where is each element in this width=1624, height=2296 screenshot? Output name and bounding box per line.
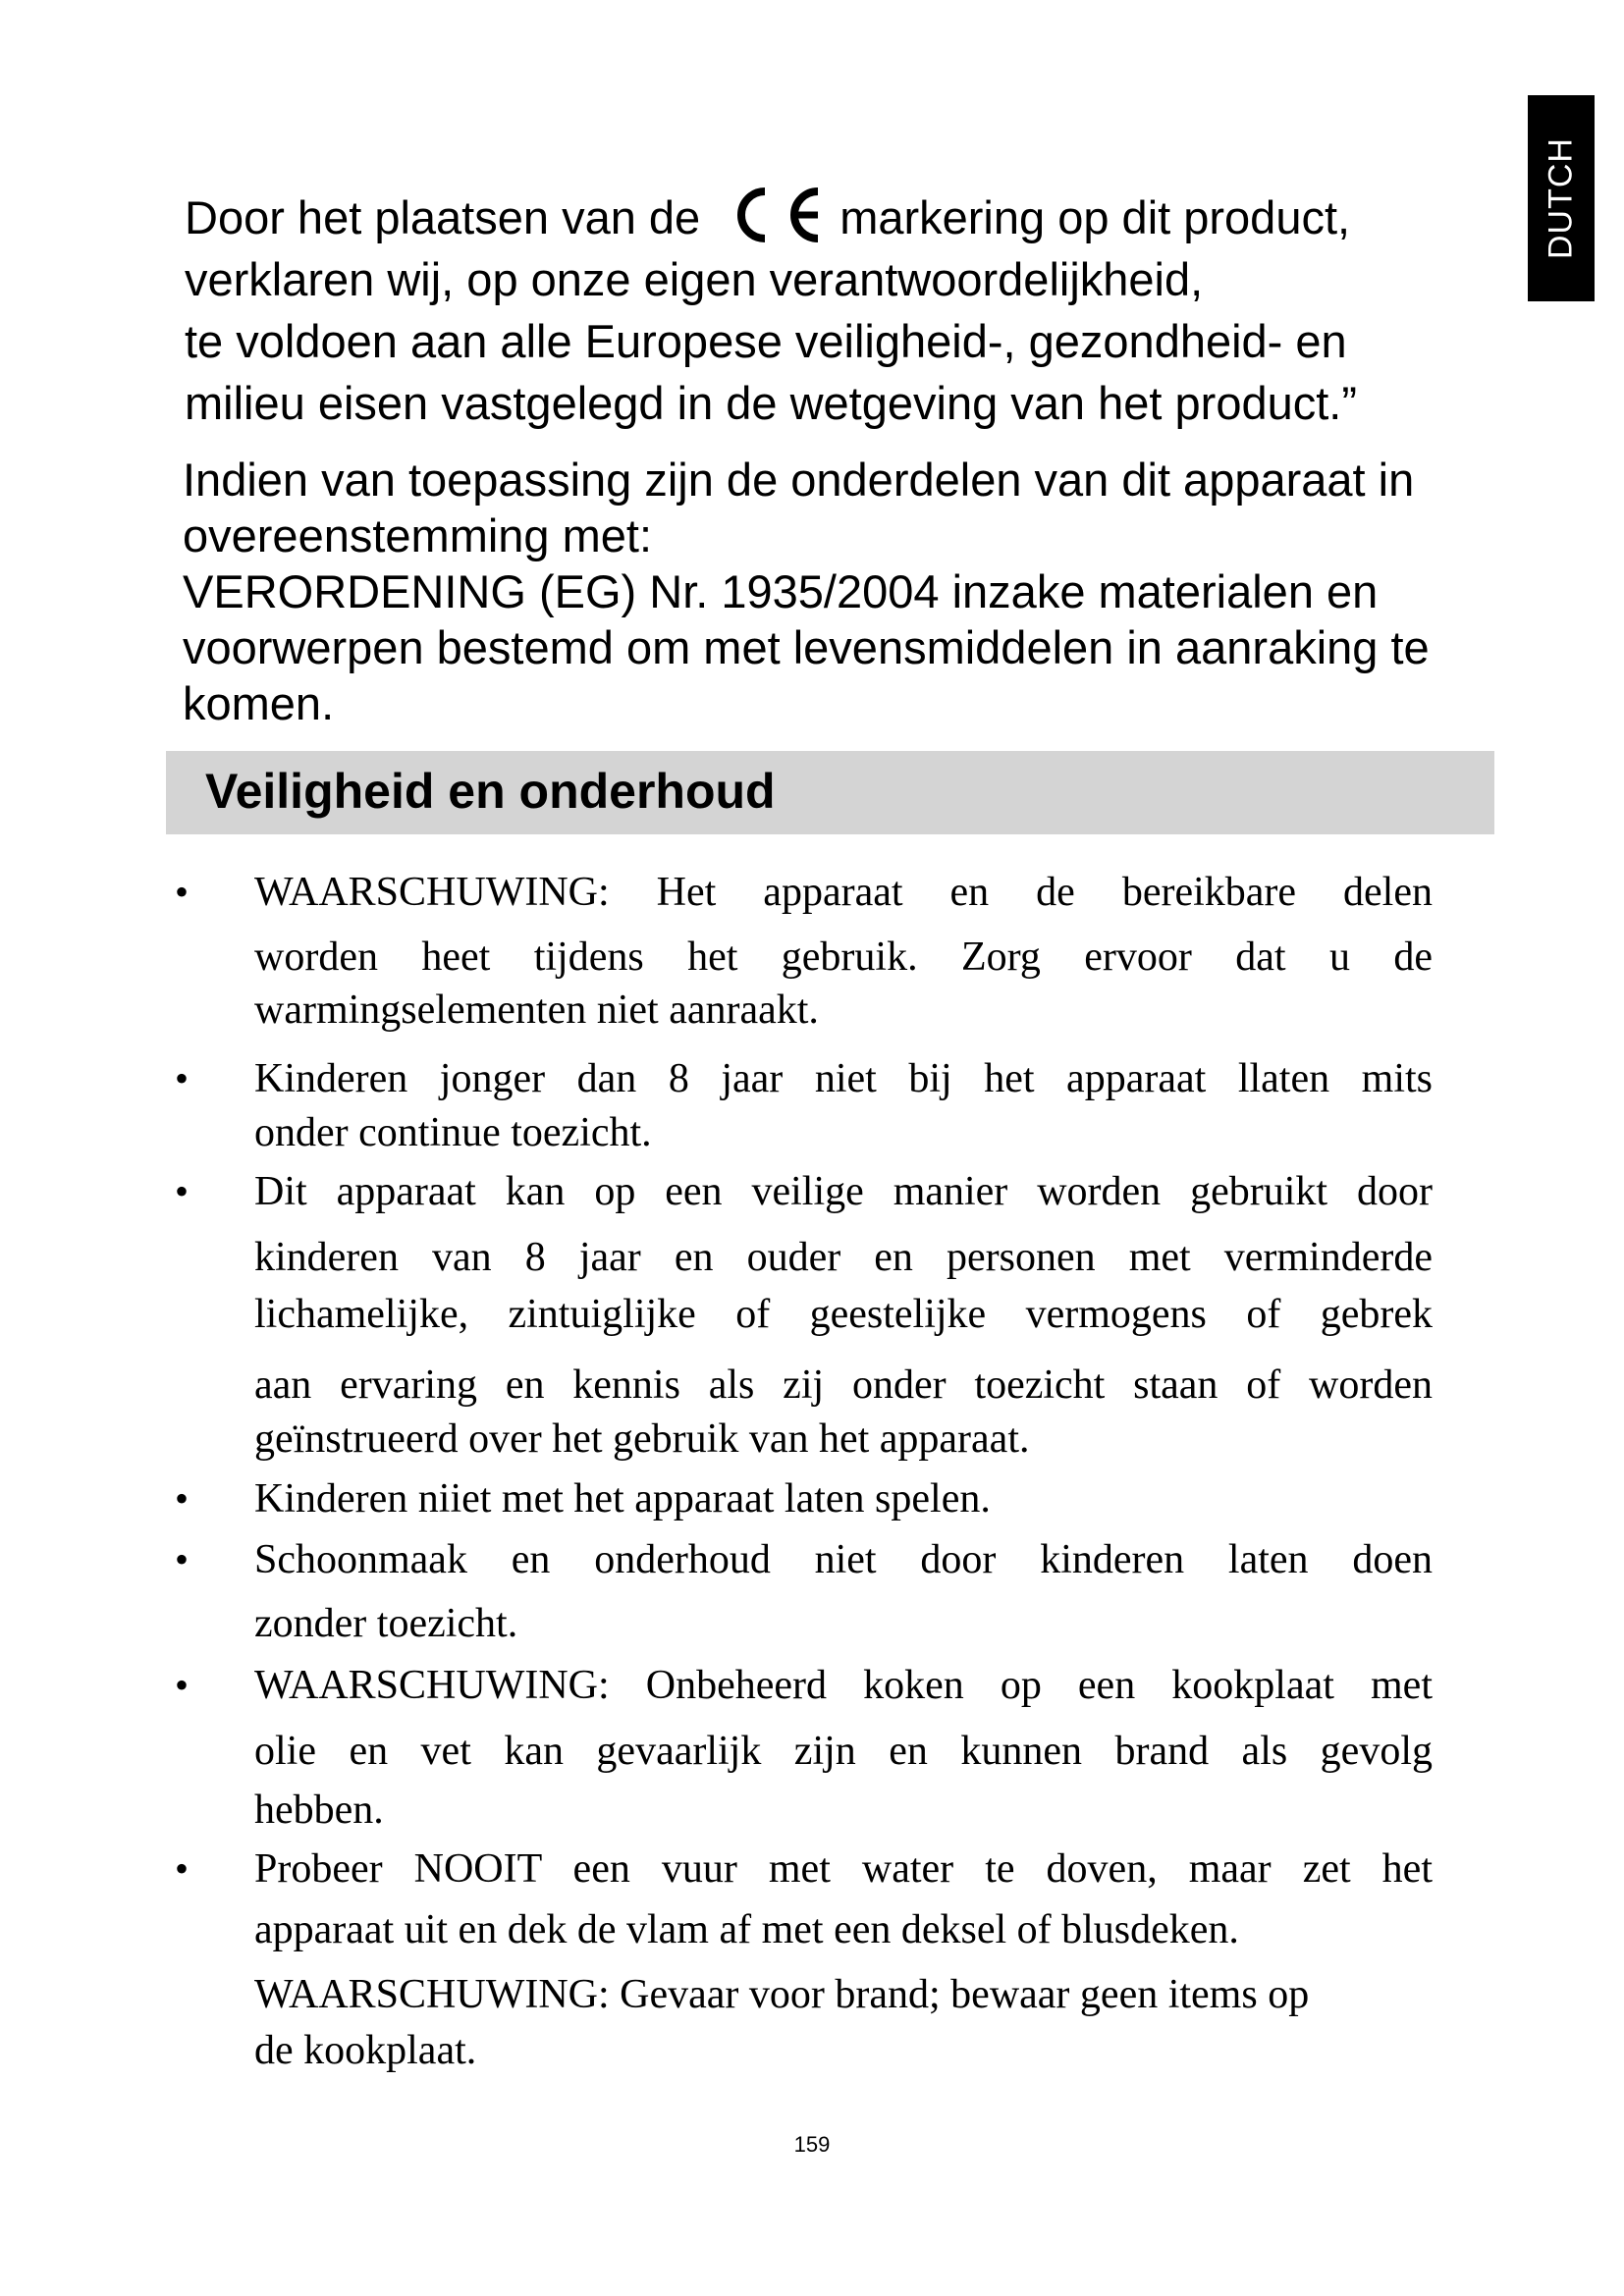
bullet-icon: • [175,1846,189,1891]
ce-declaration-line-1 [185,187,1500,248]
bullet-icon: • [175,1169,189,1213]
ce-declaration-text-before: Door het plaatsen van de [185,191,701,243]
safety-item-line: warmingselementen niet aanraakt. [254,988,819,1033]
ce-declaration [185,187,1500,434]
ce-mark-icon [726,187,830,242]
safety-item-line: kinderen van 8 jaar en ouder en personen met verminderde [254,1235,1433,1280]
bullet-icon: • [175,1056,189,1100]
safety-item-line: Schoonmaak en onderhoud niet door kinderen laten doen [254,1537,1433,1582]
safety-item-line: olie en vet kan gevaarlijk zijn en kunnen brand als gevolg [254,1729,1433,1774]
safety-item-line: hebben. [254,1788,384,1833]
ce-declaration-text-after: markering op dit product, [839,191,1351,243]
compliance-line-5: komen. [183,677,335,729]
regulation-compliance [183,452,1518,731]
safety-item-line: aan ervaring en kennis als zij onder toezicht staan of worden [254,1362,1433,1408]
compliance-line-4: voorwerpen bestemd om met levensmiddelen in aanraking te [183,621,1430,673]
bullet-icon: • [175,870,189,914]
safety-item-line: zonder toezicht. [254,1601,518,1646]
safety-item-line: onder continue toezicht. [254,1110,652,1155]
safety-item-line: lichamelijke, zintuiglijke of geestelijke vermogens of gebrek [254,1292,1433,1337]
page-number: 159 [793,2132,831,2157]
safety-item-line: apparaat uit en dek de vlam af met een deksel of blusdeken. [254,1907,1239,1952]
safety-item-line: Kinderen jonger dan 8 jaar niet bij het apparaat llaten mits [254,1056,1433,1101]
safety-item-line: WAARSCHUWING: Het apparaat en de bereikbare delen [254,870,1433,915]
language-tab [1528,95,1595,301]
safety-item-line: Kinderen niiet met het apparaat laten spelen. [254,1476,991,1522]
language-tab-label: DUTCH [1542,137,1580,259]
section-title: Veiligheid en onderhoud [205,764,776,819]
compliance-line-2: overeenstemming met: [183,509,653,561]
compliance-line-1: Indien van toepassing zijn de onderdelen van dit apparaat in [183,454,1415,506]
bullet-icon: • [175,1537,189,1581]
safety-item-line: Probeer NOOIT een vuur met water te doven, maar zet het [254,1846,1433,1892]
bullet-icon: • [175,1663,189,1707]
ce-declaration-line-3: te voldoen aan alle Europese veiligheid-, gezondheid- en [185,315,1347,367]
safety-item-line: Dit apparaat kan op een veilige manier worden gebruikt door [254,1169,1433,1214]
safety-item-line: WAARSCHUWING: Onbeheerd koken op een kookplaat met [254,1663,1433,1708]
ce-declaration-line-4: milieu eisen vastgelegd in de wetgeving van het product.” [185,377,1358,429]
ce-declaration-line-2: verklaren wij, op onze eigen verantwoordelijkheid, [185,253,1204,305]
safety-item-line: geïnstrueerd over het gebruik van het apparaat. [254,1416,1030,1462]
bullet-icon: • [175,1476,189,1521]
section-header [166,751,1494,834]
safety-item-line: WAARSCHUWING: Gevaar voor brand; bewaar geen items op [254,1972,1310,2017]
safety-item-line: de kookplaat. [254,2028,477,2073]
safety-item-line: worden heet tijdens het gebruik. Zorg ervoor dat u de [254,934,1433,980]
compliance-line-3: VERORDENING (EG) Nr. 1935/2004 inzake materialen en [183,565,1379,617]
